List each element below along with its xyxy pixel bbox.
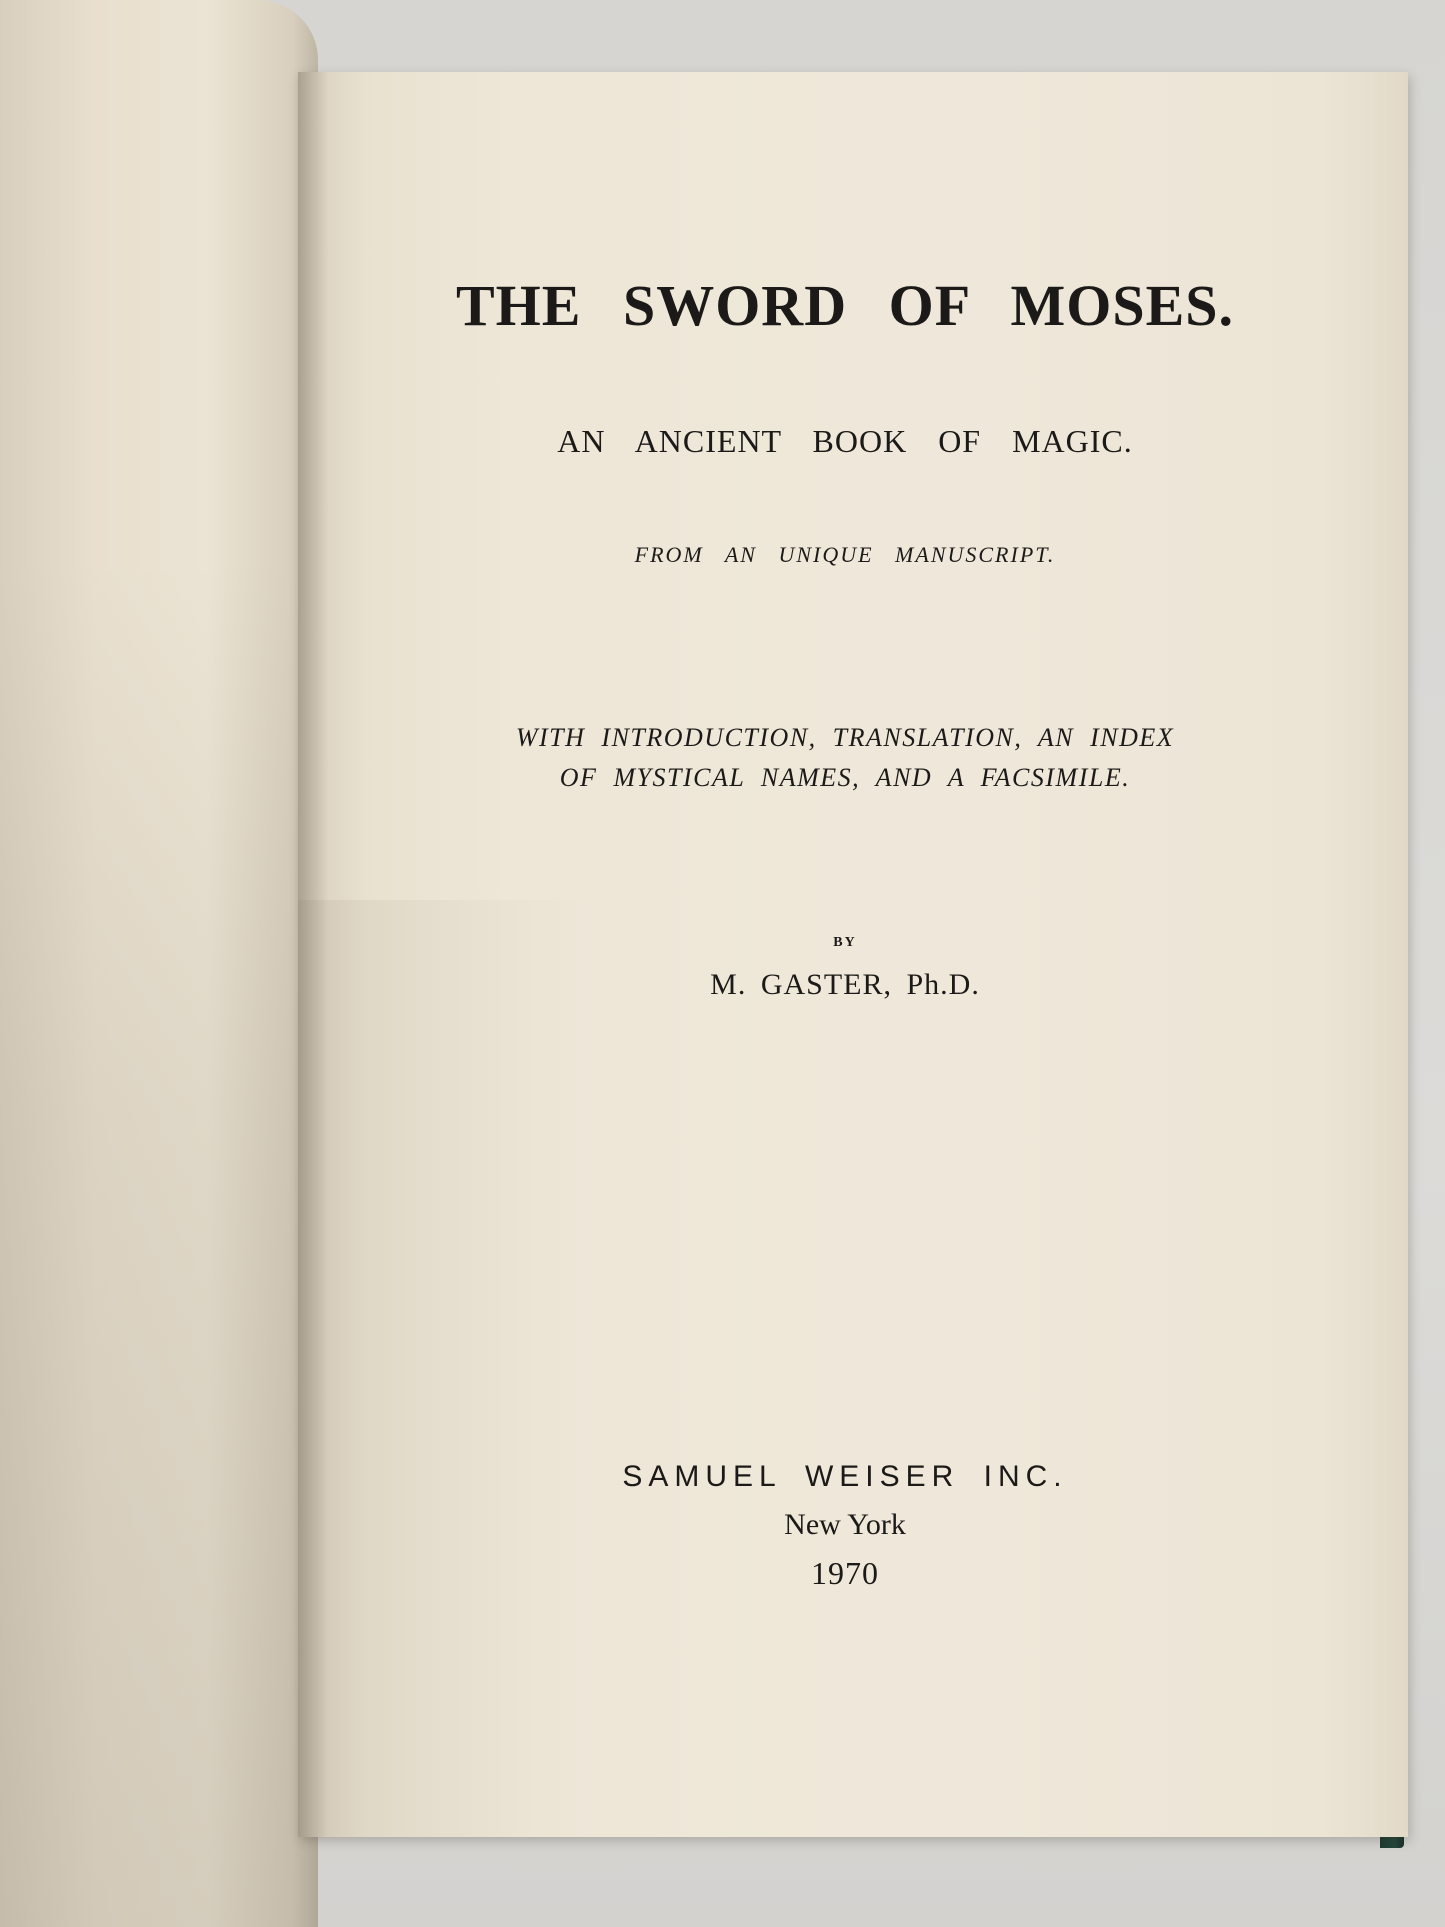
- contents-description-line-1: WITH INTRODUCTION, TRANSLATION, AN INDEX: [515, 723, 1175, 752]
- book-subtitle: AN ANCIENT BOOK OF MAGIC.: [557, 423, 1133, 459]
- contents-description-line-2: OF MYSTICAL NAMES, AND A FACSIMILE.: [559, 763, 1131, 792]
- publisher-city: New York: [784, 1508, 906, 1541]
- publisher-name: SAMUEL WEISER INC.: [622, 1460, 1068, 1493]
- contents-description: [430, 718, 1260, 798]
- book-title: THE SWORD OF MOSES.: [455, 273, 1235, 338]
- publication-year: 1970: [811, 1555, 879, 1591]
- source-note: FROM AN UNIQUE MANUSCRIPT.: [634, 542, 1056, 567]
- by-label: BY: [833, 935, 857, 950]
- author-name: M. GASTER, Ph.D.: [710, 968, 980, 1001]
- left-page-shadow: [0, 560, 318, 1927]
- page-shade: [298, 900, 598, 1837]
